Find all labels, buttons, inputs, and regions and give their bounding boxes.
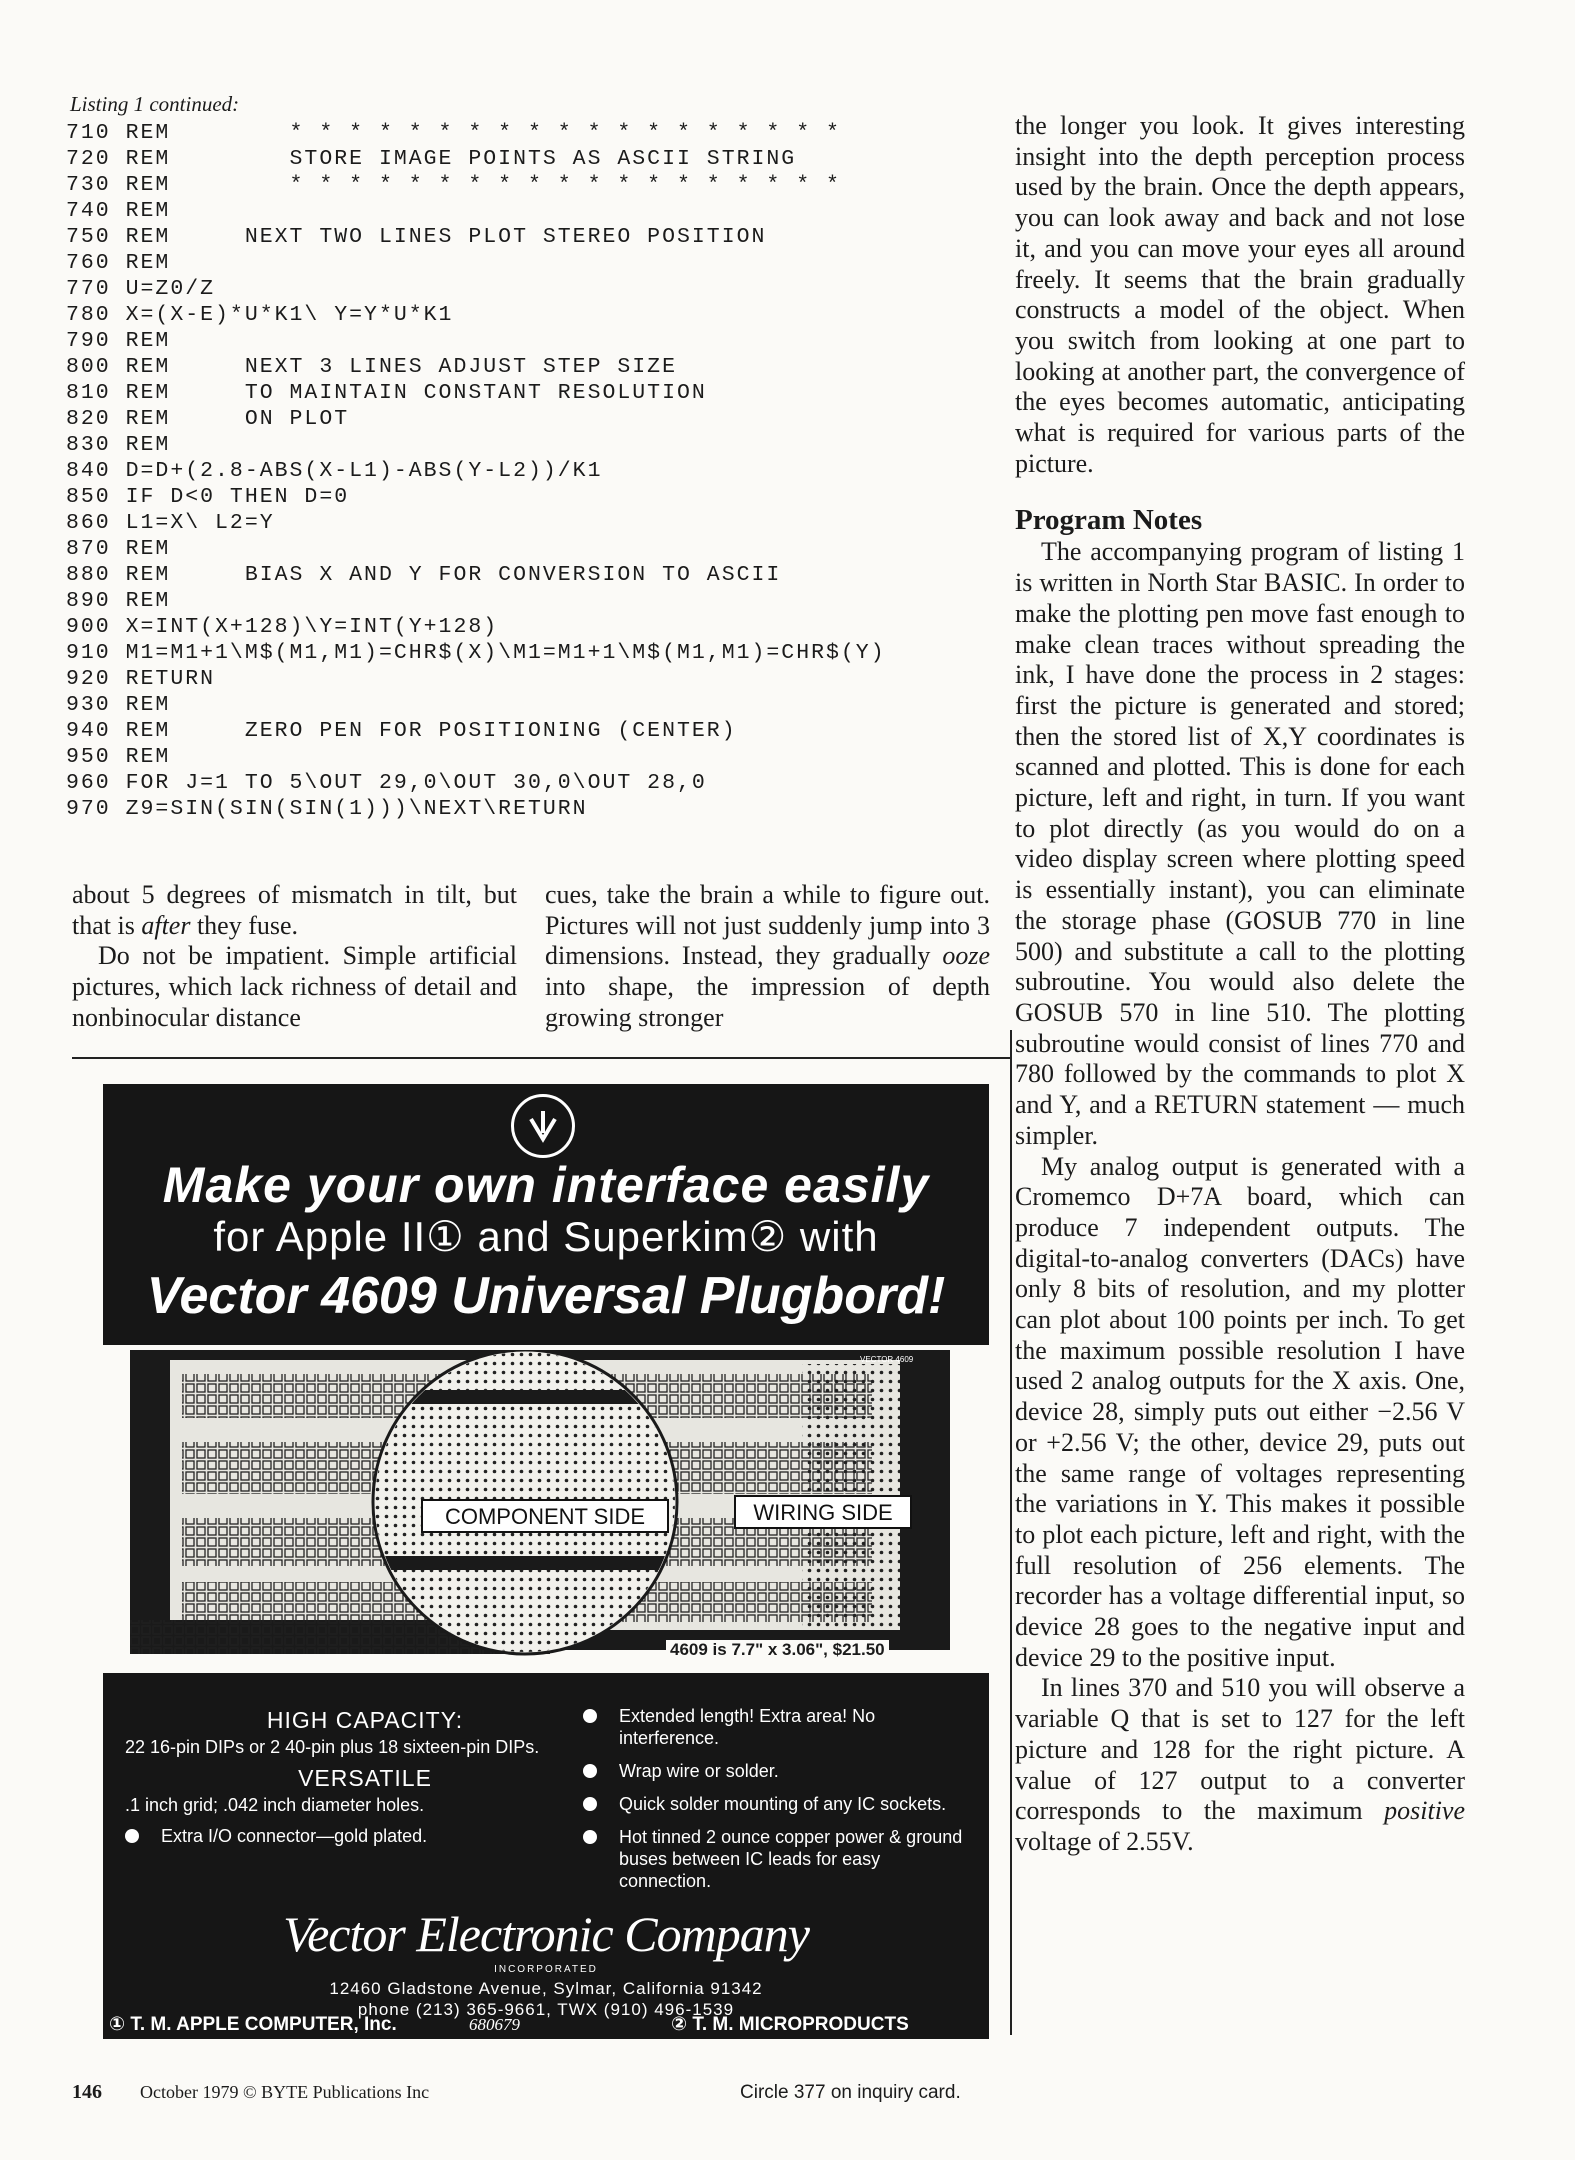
code-line: 760 REM xyxy=(66,251,171,275)
ad-spec-panel xyxy=(103,1673,989,2039)
company-logo: Vector Electronic Company xyxy=(283,1906,809,1962)
code-line: 900 X=INT(X+128)\Y=INT(Y+128) xyxy=(66,615,499,639)
spec-bullet: Quick solder mounting of any IC sockets. xyxy=(583,1793,973,1815)
wiring-side-label: WIRING SIDE xyxy=(753,1500,893,1525)
board-tag: VECTOR 4609 xyxy=(860,1355,914,1364)
ad-headline-banner xyxy=(103,1084,989,1345)
code-line: 880 REM BIAS X AND Y FOR CONVERSION TO ASCII xyxy=(66,563,782,587)
code-line: 850 IF D<0 THEN D=0 xyxy=(66,485,350,509)
code-line: 730 REM * * * * * * * * * * * * * * * * * * * xyxy=(66,173,841,197)
code-line: 920 RETURN xyxy=(66,667,216,691)
spec-bullet: Extended length! Extra area! No interference. xyxy=(583,1705,973,1749)
code-line: 740 REM xyxy=(66,199,171,223)
trademark-apple: ① T. M. APPLE COMPUTER, Inc. xyxy=(109,2014,397,2035)
code-line: 710 REM * * * * * * * * * * * * * * * * * * * xyxy=(66,121,841,145)
inquiry-note: Circle 377 on inquiry card. xyxy=(740,2082,961,2103)
article-column-middle xyxy=(545,880,990,1034)
spec-text-grid: .1 inch grid; .042 inch diameter holes. xyxy=(125,1795,425,1815)
code-line: 840 D=D+(2.8-ABS(X-L1)-ABS(Y-L2))/K1 xyxy=(66,459,603,483)
company-address: 12460 Gladstone Avenue, Sylmar, California 91342 phone (213) 365-9661, TWX (910) 496-1539 xyxy=(329,1979,763,2019)
ad-headline-2: for Apple II① and Superkim② with xyxy=(213,1213,879,1260)
paragraph: The accompanying program of listing 1 is written in North Star BASIC. In order to make the plotting pen move fast enough to make clean traces without spreading the ink, I have done the process in 2 stages: first the picture is generated and stored; then the stored list of X,Y coordinates is scanned and plotted. This is done for each picture, left and right, in turn. If you want to plot directly (as you would do on a video display screen where plotting speed is essentially instant), you can eliminate the storage phase (GOSUB 770 in line 500) and substitute a call to the plotting subroutine. You would also delete the GOSUB 570 in line 510. The plotting subroutine would consist of lines 770 and 780 followed by the commands to plot X and Y, and a RETURN statement — much simpler. xyxy=(1015,537,1465,1150)
code-line: 720 REM STORE IMAGE POINTS AS ASCII STRING xyxy=(66,147,797,171)
trademark-microproducts: ② T. M. MICROPRODUCTS xyxy=(671,2014,909,2035)
code-line: 860 L1=X\ L2=Y xyxy=(66,511,275,535)
spec-heading-capacity: HIGH CAPACITY: xyxy=(266,1707,464,1733)
component-side-label: COMPONENT SIDE xyxy=(444,1504,646,1529)
code-line: 890 REM xyxy=(66,589,171,613)
plugbord-image xyxy=(130,1350,950,1662)
code-line: 820 REM ON PLOT xyxy=(66,407,350,431)
paragraph: Do not be impatient. Simple artificial pictures, which lack richness of detail and nonbinocular distance xyxy=(72,941,517,1032)
article-column-right xyxy=(1015,111,1465,1858)
footer-date: October 1979 © BYTE Publications Inc xyxy=(140,2082,430,2102)
code-line: 830 REM xyxy=(66,433,171,457)
listing-caption: Listing 1 continued: xyxy=(70,92,240,116)
code-line: 780 X=(X-E)*U*K1\ Y=Y*U*K1 xyxy=(66,303,454,327)
ad-headline-1: Make your own interface easily xyxy=(162,1157,930,1213)
ad-divider xyxy=(72,1057,1010,1059)
code-line: 950 REM xyxy=(66,745,171,769)
page-number: 146 xyxy=(72,2081,102,2103)
code-line: 800 REM NEXT 3 LINES ADJUST STEP SIZE xyxy=(66,355,677,379)
code-line: 930 REM xyxy=(66,693,171,717)
code-line: 940 REM ZERO PEN FOR POSITIONING (CENTER) xyxy=(66,719,737,743)
article-column-left xyxy=(72,880,517,1034)
spec-left xyxy=(125,1709,605,1859)
paragraph: the longer you look. It gives interesting insight into the depth perception process used by the brain. Once the depth appears, you can look away and back and not lose it, and you can move your eyes all around freely. It seems that the brain gradually constructs a model of the object. When you switch from looking at one part to looking at another part, the convergence of the eyes becomes automatic, anticipating what is required for various parts of the picture. xyxy=(1015,111,1465,478)
paragraph: My analog output is generated with a Cromemco D+7A board, which can produce 7 independent outputs. The digital-to-analog converters (DACs) have only 8 bits of resolution, and my plotter can plot about 100 points per inch. To get the maximum possible resolution I have used 2 analog outputs for the X axis. One, device 28, simply puts out either −2.56 V or +2.56 V; the other, device 29, puts out the same range of voltages representing the variations in Y. This makes it possible to plot each picture, left and right, with the full resolution of 256 elements. The recorder has a voltage differential input, so device 28 goes to the negative input and device 29 to the positive input. xyxy=(1015,1151,1465,1672)
paragraph: cues, take the brain a while to figure out. Pictures will not just suddenly jump into 3 dimensions. Instead, they gradually ooze into shape, the impression of depth growing stronger xyxy=(545,880,990,1032)
spec-bullet: Hot tinned 2 ounce copper power & ground buses between IC leads for easy connection. xyxy=(583,1826,973,1892)
code-line: 960 FOR J=1 TO 5\OUT 29,0\OUT 30,0\OUT 28,0 xyxy=(66,771,707,795)
paragraph: In lines 370 and 510 you will observe a variable Q that is set to 127 for the left picture and 128 for the right picture. A value of 127 output to a converter corresponds to the maximum positive voltage of 2.55V. xyxy=(1015,1673,1465,1856)
vector-logo-icon xyxy=(511,1094,575,1158)
spec-text-capacity: 22 16-pin DIPs or 2 40-pin plus 18 sixteen-pin DIPs. xyxy=(125,1737,540,1757)
ad-headline-3: Vector 4609 Universal Plugbord! xyxy=(146,1267,946,1325)
code-line: 770 U=Z0/Z xyxy=(66,277,216,301)
code-listing xyxy=(66,120,886,822)
ad-code: 680679 xyxy=(469,2015,520,2034)
code-line: 810 REM TO MAINTAIN CONSTANT RESOLUTION xyxy=(66,381,707,405)
paragraph: about 5 degrees of mismatch in tilt, but that is after they fuse. xyxy=(72,880,517,940)
code-line: 870 REM xyxy=(66,537,171,561)
company-incorporated: INCORPORATED xyxy=(494,1964,598,1975)
spec-bullet: Wrap wire or solder. xyxy=(583,1760,973,1782)
section-heading: Program Notes xyxy=(1015,504,1203,537)
code-line: 910 M1=M1+1\M$(M1,M1)=CHR$(X)\M1=M1+1\M$(M1,M1)=CHR$(Y) xyxy=(66,641,886,665)
spec-bullet: Extra I/O connector—gold plated. xyxy=(125,1825,605,1848)
price-label: 4609 is 7.7" x 3.06", $21.50 xyxy=(666,1640,889,1660)
code-line: 970 Z9=SIN(SIN(SIN(1)))\NEXT\RETURN xyxy=(66,797,588,821)
code-line: 750 REM NEXT TWO LINES PLOT STEREO POSITION xyxy=(66,225,767,249)
ad-divider-vertical xyxy=(1010,1030,1012,2035)
spec-right xyxy=(583,1705,973,1903)
code-line: 790 REM xyxy=(66,329,171,353)
spec-heading-versatile: VERSATILE xyxy=(298,1765,432,1791)
